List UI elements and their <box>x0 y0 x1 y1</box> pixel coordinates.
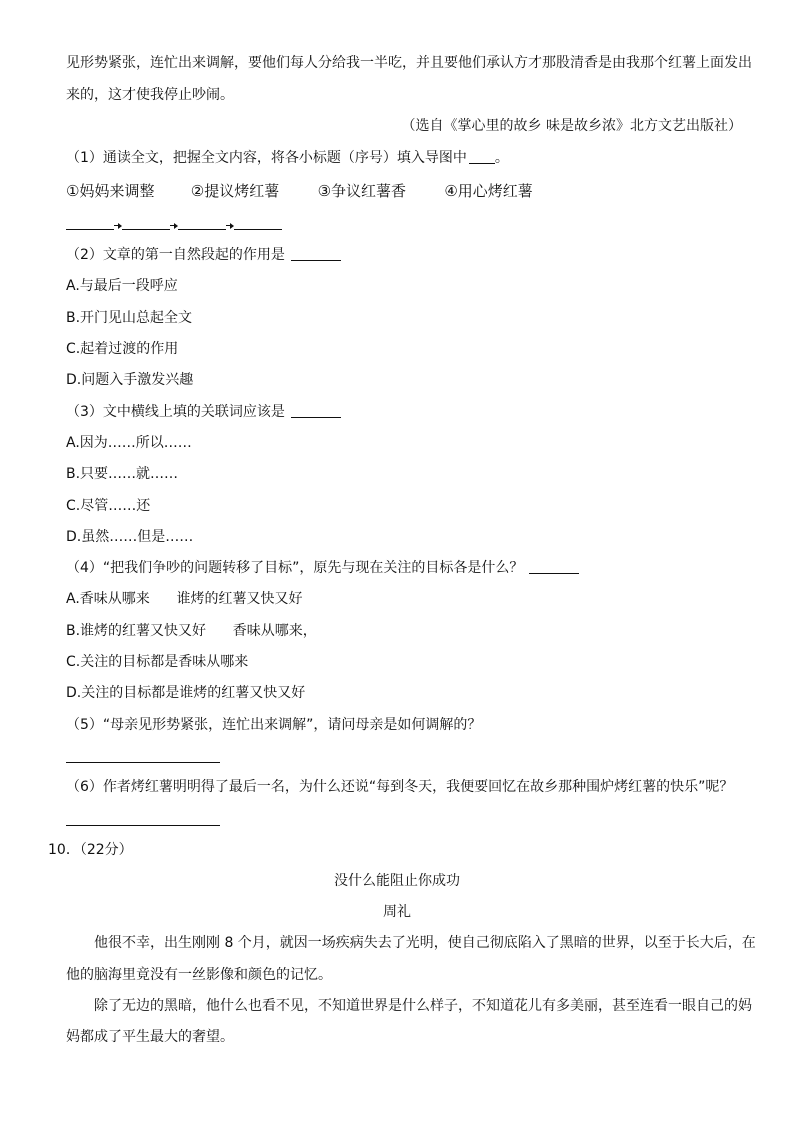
article-p2-line1: 除了无边的黑暗，他什么也看不见，不知道世界是什么样子，不知道花儿有多美丽，甚至连看一眼自己的妈 <box>94 998 752 1014</box>
passage-line-2: 来的，这才使我停止吵闹。 <box>66 87 234 103</box>
arrow-right-icon <box>114 218 122 230</box>
question-1-stem <box>66 148 509 168</box>
question-3-text: （3）文中横线上填的关联词应该是 <box>66 404 285 420</box>
q4-option-a: A.香味从哪来 谁烤的红薯又快又好 <box>66 591 303 607</box>
option-2: ②提议烤红薯 <box>190 182 280 200</box>
article-author: 周礼 <box>383 904 411 920</box>
q4-option-b: B.谁烤的红薯又快又好 香味从哪来， <box>66 623 317 639</box>
flow-blank-1[interactable] <box>66 217 114 230</box>
option-3: ③争议红薯香 <box>317 182 407 200</box>
question-10-header: 10．（22分） <box>48 842 133 858</box>
article-p2-line2: 妈都成了平生最大的奢望。 <box>66 1029 234 1045</box>
question-6-answer-line[interactable] <box>66 824 220 826</box>
article-p1-line2: 他的脑海里竟没有一丝影像和颜色的记忆。 <box>66 967 332 983</box>
q4-option-d: D.关注的目标都是谁烤的红薯又快又好 <box>66 685 306 701</box>
question-2-text: （2）文章的第一自然段起的作用是 <box>66 247 285 263</box>
q4-option-c: C.关注的目标都是香味从哪来 <box>66 654 249 670</box>
answer-blank[interactable] <box>469 149 495 164</box>
flow-blank-3[interactable] <box>178 217 226 230</box>
passage-line-1: 见形势紧张，连忙出来调解，要他们每人分给我一半吃，并且要他们承认方才那股清香是由我那个红薯上面发出 <box>66 55 752 71</box>
arrow-right-icon <box>170 218 178 230</box>
question-1-text: （1）通读全文，把握全文内容，将各小标题（序号）填入导图中 <box>66 150 467 166</box>
question-5-answer-line[interactable] <box>66 761 220 763</box>
flow-blank-4[interactable] <box>234 217 282 230</box>
passage-source: （选自《掌心里的故乡 味是故乡浓》北方文艺出版社） <box>401 118 742 134</box>
flow-diagram-blanks <box>66 216 282 230</box>
q2-option-c: C.起着过渡的作用 <box>66 341 179 357</box>
answer-blank[interactable] <box>529 559 579 574</box>
q2-option-d: D.问题入手激发兴趣 <box>66 372 194 388</box>
q3-option-d: D.虽然……但是…… <box>66 529 194 545</box>
question-1-options <box>66 181 533 201</box>
q3-option-c: C.尽管……还 <box>66 498 151 514</box>
q3-option-b: B.只要……就…… <box>66 466 179 482</box>
option-1: ①妈妈来调整 <box>66 182 155 200</box>
question-1-end: 。 <box>494 150 509 166</box>
q2-option-a: A.与最后一段呼应 <box>66 278 178 294</box>
question-5-stem: （5）“母亲见形势紧张，连忙出来调解”，请问母亲是如何调解的？ <box>66 717 482 733</box>
q2-option-b: B.开门见山总起全文 <box>66 310 193 326</box>
question-4-text: （4）“把我们争吵的问题转移了目标”，原先与现在关注的目标各是什么？ <box>66 560 524 576</box>
article-p1-line1: 他很不幸，出生刚刚 8 个月，就因一场疾病失去了光明，使自己彻底陷入了黑暗的世界，以至于长大后，在 <box>94 935 756 951</box>
answer-blank[interactable] <box>291 403 341 418</box>
option-4: ④用心烤红薯 <box>444 182 533 200</box>
question-3-stem <box>66 402 341 422</box>
q3-option-a: A.因为……所以…… <box>66 435 192 451</box>
question-6-stem: （6）作者烤红薯明明得了最后一名，为什么还说“每到冬天，我便要回忆在故乡那种围炉烤红薯的快乐”呢？ <box>66 779 734 795</box>
question-4-stem <box>66 558 579 578</box>
arrow-right-icon <box>226 218 234 230</box>
flow-blank-2[interactable] <box>122 217 170 230</box>
article-title: 没什么能阻止你成功 <box>334 873 460 889</box>
question-2-stem <box>66 245 341 265</box>
answer-blank[interactable] <box>291 246 341 261</box>
